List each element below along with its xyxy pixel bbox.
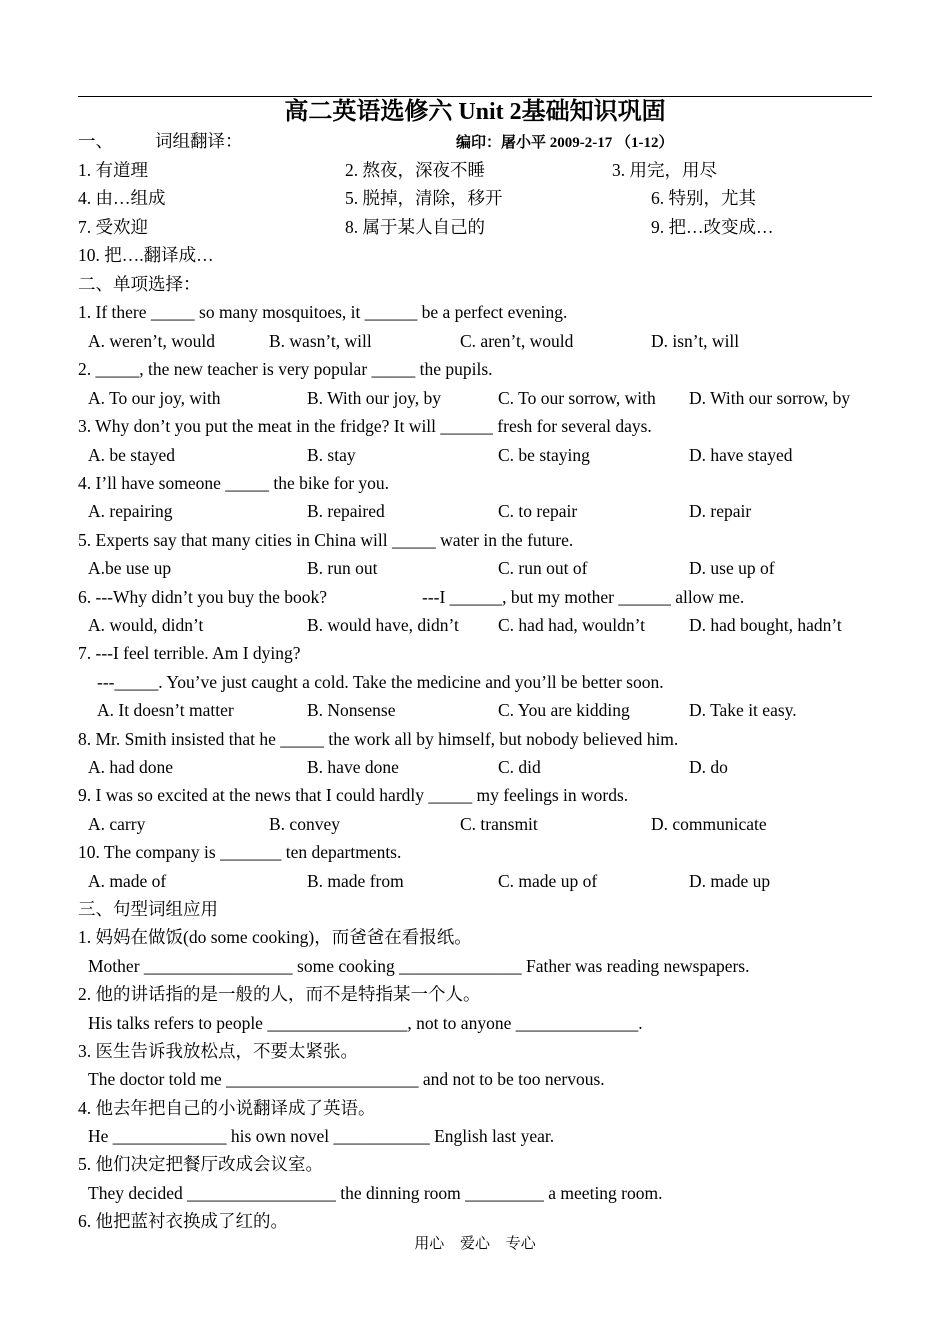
chinese-sentence: 4. 他去年把自己的小说翻译成了英语。 [78,1098,376,1118]
option-a: A. would, didn’t [88,615,204,635]
option-c: C. did [498,757,541,777]
english-fill-in: He _____________ his own novel ___________ English last year. [88,1126,555,1146]
option-b: B. have done [307,757,399,777]
english-fill-in: The doctor told me ______________________ and not to be too nervous. [88,1069,605,1089]
option-d: D. With our sorrow, by [689,388,851,408]
question-text: 5. Experts say that many cities in China will _____ water in the future. [78,530,574,550]
option-d: D. repair [689,501,752,521]
option-a: A. weren’t, would [88,331,216,351]
phrase-item: 5. 脱掉，清除，移开 [345,188,503,208]
author-line: 编印：屠小平 2009-2-17 （1-12） [456,135,674,151]
option-c: C. You are kidding [498,700,630,720]
option-b: B. repaired [307,501,385,521]
section3-heading: 三、句型词组应用 [78,899,218,919]
option-a: A. It doesn’t matter [97,700,234,720]
phrase-item: 1. 有道理 [78,160,148,180]
english-fill-in: His talks refers to people ________________, not to anyone ______________. [88,1013,643,1033]
option-b: B. convey [269,814,340,834]
english-fill-in: Mother _________________ some cooking ______________ Father was reading newspapers. [88,956,750,976]
question-text: 7. ---I feel terrible. Am I dying? [78,643,301,663]
english-fill-in: They decided _________________ the dinning room _________ a meeting room. [88,1183,663,1203]
option-d: D. had bought, hadn’t [689,615,842,635]
option-c: C. aren’t, would [460,331,574,351]
page-footer: 用心 爱心 专心 [414,1236,536,1252]
question-response: ---_____. You’ve just caught a cold. Take the medicine and you’ll be better soon. [97,672,664,692]
phrase-item: 9. 把…改变成… [651,217,774,237]
option-c: C. transmit [460,814,538,834]
option-c: C. had had, wouldn’t [498,615,645,635]
option-b: B. stay [307,445,356,465]
option-c: C. to repair [498,501,578,521]
option-b: B. made from [307,871,404,891]
question-text: 4. I’ll have someone _____ the bike for you. [78,473,390,493]
chinese-sentence: 5. 他们决定把餐厅改成会议室。 [78,1154,323,1174]
phrase-item: 10. 把….翻译成… [78,245,214,265]
option-b: B. run out [307,558,378,578]
section1-heading: 词组翻译： [155,131,243,151]
option-d: D. isn’t, will [651,331,740,351]
question-text: 6. ---Why didn’t you buy the book? [78,587,328,607]
phrase-item: 4. 由…组成 [78,188,166,208]
option-d: D. use up of [689,558,775,578]
option-a: A. carry [88,814,146,834]
option-a: A. repairing [88,501,173,521]
option-c: C. To our sorrow, with [498,388,656,408]
page-title: 高二英语选修六 Unit 2基础知识巩固 [284,99,666,125]
phrase-item: 7. 受欢迎 [78,217,148,237]
option-d: D. do [689,757,728,777]
chinese-sentence: 1. 妈妈在做饭(do some cooking)，而爸爸在看报纸。 [78,927,472,947]
chinese-sentence: 6. 他把蓝衬衣换成了红的。 [78,1211,288,1231]
option-b: B. With our joy, by [307,388,441,408]
phrase-item: 6. 特别，尤其 [651,188,756,208]
option-d: D. communicate [651,814,767,834]
question-text: 3. Why don’t you put the meat in the fridge? It will ______ fresh for several days. [78,416,652,436]
section2-heading: 二、单项选择： [78,274,201,294]
option-a: A. To our joy, with [88,388,221,408]
question-text: 10. The company is _______ ten departments. [78,842,402,862]
option-c: C. run out of [498,558,588,578]
question-response: ---I ______, but my mother ______ allow me. [422,587,745,607]
option-a: A. had done [88,757,174,777]
phrase-item: 2. 熬夜，深夜不睡 [345,160,485,180]
option-a: A. be stayed [88,445,175,465]
option-b: B. wasn’t, will [269,331,372,351]
question-text: 1. If there _____ so many mosquitoes, it ______ be a perfect evening. [78,302,568,322]
chinese-sentence: 2. 他的讲话指的是一般的人，而不是特指某一个人。 [78,984,481,1004]
chinese-sentence: 3. 医生告诉我放松点，不要太紧张。 [78,1041,358,1061]
question-text: 2. _____, the new teacher is very popular _____ the pupils. [78,359,493,379]
option-d: D. Take it easy. [689,700,797,720]
option-c: C. be staying [498,445,590,465]
option-d: D. made up [689,871,771,891]
option-b: B. Nonsense [307,700,396,720]
option-a: A.be use up [88,558,172,578]
phrase-item: 8. 属于某人自己的 [345,217,485,237]
section1-number: 一、 [78,131,113,151]
phrase-item: 3. 用完，用尽 [612,160,717,180]
option-c: C. made up of [498,871,598,891]
option-a: A. made of [88,871,167,891]
question-text: 9. I was so excited at the news that I could hardly _____ my feelings in words. [78,785,629,805]
question-text: 8. Mr. Smith insisted that he _____ the work all by himself, but nobody believed him. [78,729,679,749]
option-b: B. would have, didn’t [307,615,459,635]
option-d: D. have stayed [689,445,793,465]
